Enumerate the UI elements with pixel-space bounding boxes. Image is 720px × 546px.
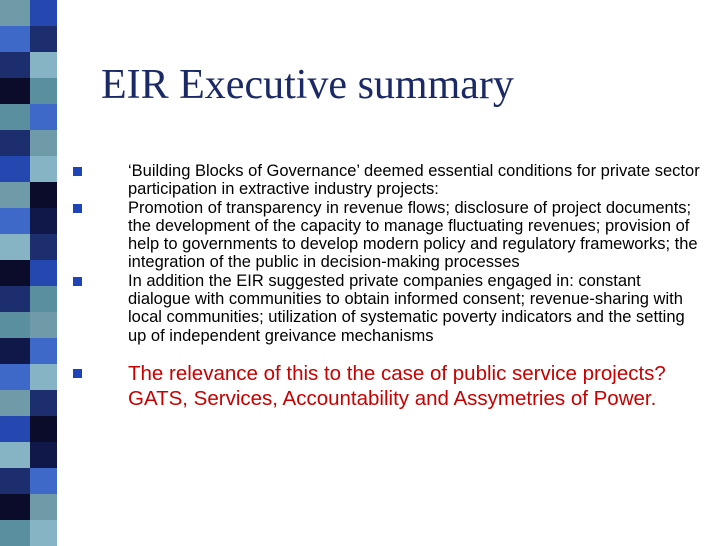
stripe-tile	[0, 286, 30, 312]
stripe-tile	[30, 416, 57, 442]
stripe-tile	[30, 520, 57, 546]
stripe-tile	[0, 442, 30, 468]
stripe-tile	[30, 312, 57, 338]
slide-title: EIR Executive summary	[101, 62, 514, 108]
stripe-tile	[0, 104, 30, 130]
stripe-tile	[30, 208, 57, 234]
bullet-list	[103, 162, 703, 411]
stripe-tile	[30, 104, 57, 130]
stripe-tile	[30, 26, 57, 52]
stripe-tile	[30, 364, 57, 390]
bullet-item	[103, 162, 703, 199]
stripe-tile	[30, 130, 57, 156]
stripe-tile	[0, 0, 30, 26]
stripe-tile	[30, 468, 57, 494]
stripe-tile	[0, 78, 30, 104]
stripe-tile	[30, 234, 57, 260]
stripe-tile	[0, 468, 30, 494]
stripe-tile	[0, 338, 30, 364]
bullet-text: In addition the EIR suggested private companies engaged in: constant dialogue with communities to obtain informed consent; revenue-sharing with local communities; utilization of systematic poverty indicators and the setting up of independent greivance mechanisms	[128, 271, 685, 345]
stripe-tile	[30, 156, 57, 182]
stripe-tile	[0, 390, 30, 416]
bullet-item	[103, 199, 703, 272]
decorative-stripe	[0, 0, 57, 540]
square-bullet-icon	[73, 204, 82, 213]
stripe-tile	[30, 338, 57, 364]
stripe-tile	[0, 494, 30, 520]
stripe-tile	[0, 416, 30, 442]
stripe-tile	[30, 260, 57, 286]
square-bullet-icon	[73, 277, 82, 286]
stripe-tile	[0, 156, 30, 182]
bullet-text: ‘Building Blocks of Governance’ deemed essential conditions for private sector participation in extractive industry projects:	[128, 162, 700, 199]
stripe-tile	[30, 442, 57, 468]
highlight-bullet-text: The relevance of this to the case of public service projects? GATS, Services, Accountability and Assymetries of Power.	[128, 361, 666, 410]
stripe-tile	[30, 494, 57, 520]
bullet-item	[103, 272, 703, 345]
bullet-text: Promotion of transparency in revenue flows; disclosure of project documents; the development of the capacity to manage fluctuating revenues; provision of help to governments to develop modern policy and regulatory frameworks; the integration of the public in decision-making processes	[128, 198, 698, 272]
stripe-tile	[0, 234, 30, 260]
stripe-tile	[30, 390, 57, 416]
square-bullet-icon	[73, 369, 82, 378]
stripe-tile	[0, 260, 30, 286]
square-bullet-icon	[73, 167, 82, 176]
stripe-tile	[0, 364, 30, 390]
stripe-tile	[0, 52, 30, 78]
stripe-tile	[0, 520, 30, 546]
stripe-tile	[30, 52, 57, 78]
stripe-tile	[0, 130, 30, 156]
stripe-tile	[30, 78, 57, 104]
stripe-tile	[0, 182, 30, 208]
stripe-tile	[30, 286, 57, 312]
stripe-tile	[0, 26, 30, 52]
highlight-bullet-item	[103, 361, 703, 411]
stripe-tile	[30, 182, 57, 208]
stripe-tile	[30, 0, 57, 26]
stripe-tile	[0, 312, 30, 338]
stripe-tile	[0, 208, 30, 234]
